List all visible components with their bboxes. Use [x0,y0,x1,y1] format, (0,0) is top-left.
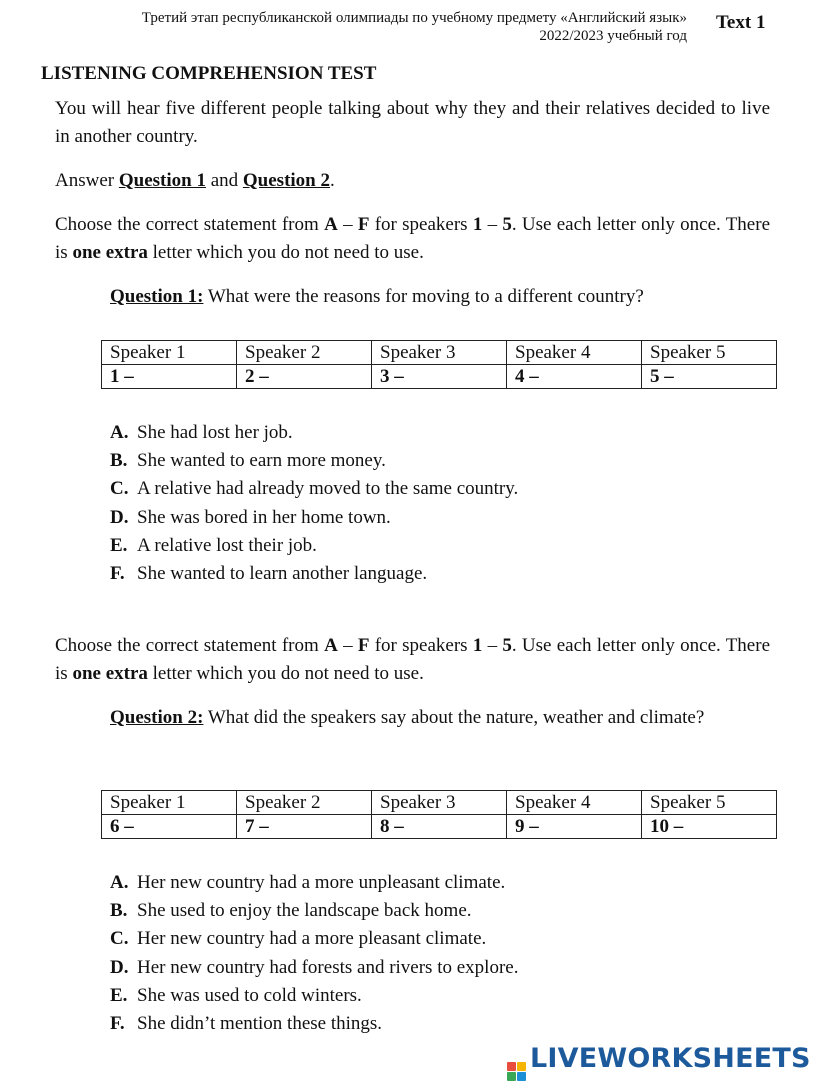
answer-cell-10[interactable]: 10 – [642,815,777,839]
option-letter: B. [110,900,128,922]
instructions-1 [55,211,770,267]
header-line-2: 2022/2023 учебный год [539,28,687,44]
answer-and: and [205,170,243,191]
option-text: She used to enjoy the landscape back home. [137,900,472,922]
logo-square [517,1072,526,1081]
speaker-cell: Speaker 5 [642,791,777,815]
instr-letter-f: F [357,635,370,656]
option-text: Her new country had a more pleasant climate. [137,928,487,950]
page-title: LISTENING COMPREHENSION TEST [41,63,377,84]
answer-cell-6[interactable]: 6 – [102,815,237,839]
instr-num-1: 1 [472,635,483,656]
logo-square [517,1062,526,1071]
option-text: She was used to cold winters. [137,984,362,1006]
answer-cell-9[interactable]: 9 – [507,815,642,839]
option-a [110,419,770,447]
option-letter: D. [110,506,129,528]
option-d [110,954,770,982]
option-f [110,560,770,588]
option-text: Her new country had a more unpleasant climate. [137,872,506,893]
question-1-label: Question 1: [110,286,204,307]
option-e [110,532,770,560]
instr-num-5: 5 [502,214,512,235]
option-letter: E. [110,534,128,556]
option-letter: A. [110,872,129,893]
option-e [110,982,770,1010]
question-1-options [110,419,770,588]
option-f [110,1010,770,1038]
intro-paragraph: You will hear five different people talking about why they and their relatives decided to live in another country. [55,98,770,147]
answer-cell-3[interactable]: 3 – [372,365,507,389]
question-2-options [110,869,770,1038]
instr-num-1: 1 [472,214,483,235]
instr-text: Choose the correct statement from [55,635,325,656]
logo-square [507,1072,516,1081]
question-1-prompt [110,283,770,311]
instr-dash: – [337,214,358,235]
answer-cell-5[interactable]: 5 – [642,365,777,389]
question-2-text: What did the speakers say about the nature, weather and climate? [203,707,705,728]
question-1-text: What were the reasons for moving to a different country? [203,286,644,307]
instr-text: . Use each letter only once. There is [55,635,771,684]
option-text: She wanted to earn more money. [137,450,386,472]
instr-one-extra: one extra [72,242,148,263]
instr-text: for speakers [369,214,473,235]
option-letter: C. [110,478,129,500]
speaker-cell: Speaker 4 [507,341,642,365]
liveworksheets-logo[interactable] [507,1043,811,1081]
option-letter: C. [110,928,129,950]
option-letter: B. [110,450,128,472]
option-c [110,475,770,503]
answer-cell-2[interactable]: 2 – [237,365,372,389]
option-text: A relative had already moved to the same country. [137,478,519,500]
question-2-answer-table [101,790,777,839]
instr-dash: – [482,214,503,235]
text-label: Text 1 [716,12,766,33]
option-text: Her new country had forests and rivers to explore. [137,956,519,978]
logo-square [507,1062,516,1071]
option-letter: E. [110,984,128,1006]
option-letter: D. [110,956,129,978]
instr-num-5: 5 [502,635,512,656]
answer-cell-8[interactable]: 8 – [372,815,507,839]
instr-text: for speakers [369,635,473,656]
option-text: She had lost her job. [137,422,293,443]
speaker-cell: Speaker 5 [642,341,777,365]
option-b [110,897,770,925]
speaker-cell: Speaker 1 [102,791,237,815]
instr-letter-a: A [324,214,338,235]
answer-q1-link: Question 1 [118,170,206,191]
instructions-2 [55,632,770,688]
instr-dash: – [337,635,358,656]
option-d [110,504,770,532]
option-letter: A. [110,422,129,443]
header-institution [10,9,687,45]
speaker-header-row [102,341,777,365]
option-b [110,447,770,475]
answer-cell-1[interactable]: 1 – [102,365,237,389]
option-text: She didn’t mention these things. [137,1013,383,1035]
question-2-prompt [110,704,770,732]
option-c [110,925,770,953]
speaker-cell: Speaker 3 [372,791,507,815]
option-letter: F. [110,563,125,585]
header-line-1: Третий этап республиканской олимпиады по учебному предмету «Английский язык» [141,10,687,26]
logo-text: LIVEWORKSHEETS [530,1043,811,1074]
answer-row [102,365,777,389]
question-1-answer-table [101,340,777,389]
answer-line [55,167,770,195]
speaker-cell: Speaker 2 [237,341,372,365]
option-text: She wanted to learn another language. [137,563,428,585]
answer-q2-link: Question 2 [242,170,331,191]
instr-text: letter which you do not need to use. [147,242,424,263]
answer-cell-4[interactable]: 4 – [507,365,642,389]
answer-row [102,815,777,839]
speaker-cell: Speaker 3 [372,341,507,365]
logo-grid-icon [507,1062,526,1081]
instr-text: . Use each letter only once. There is [55,214,771,263]
option-letter: F. [110,1013,125,1035]
option-text: A relative lost their job. [137,534,317,556]
instr-one-extra: one extra [72,663,148,684]
speaker-header-row [102,791,777,815]
option-a [110,869,770,897]
answer-prefix: Answer [55,170,119,191]
answer-suffix: . [330,170,335,191]
option-text: She was bored in her home town. [137,506,391,528]
speaker-cell: Speaker 4 [507,791,642,815]
speaker-cell: Speaker 1 [102,341,237,365]
speaker-cell: Speaker 2 [237,791,372,815]
instr-letter-f: F [357,214,370,235]
answer-cell-7[interactable]: 7 – [237,815,372,839]
instr-text: letter which you do not need to use. [147,663,424,684]
instr-letter-a: A [324,635,338,656]
instr-dash: – [482,635,503,656]
question-2-label: Question 2: [110,707,204,728]
instr-text: Choose the correct statement from [55,214,325,235]
